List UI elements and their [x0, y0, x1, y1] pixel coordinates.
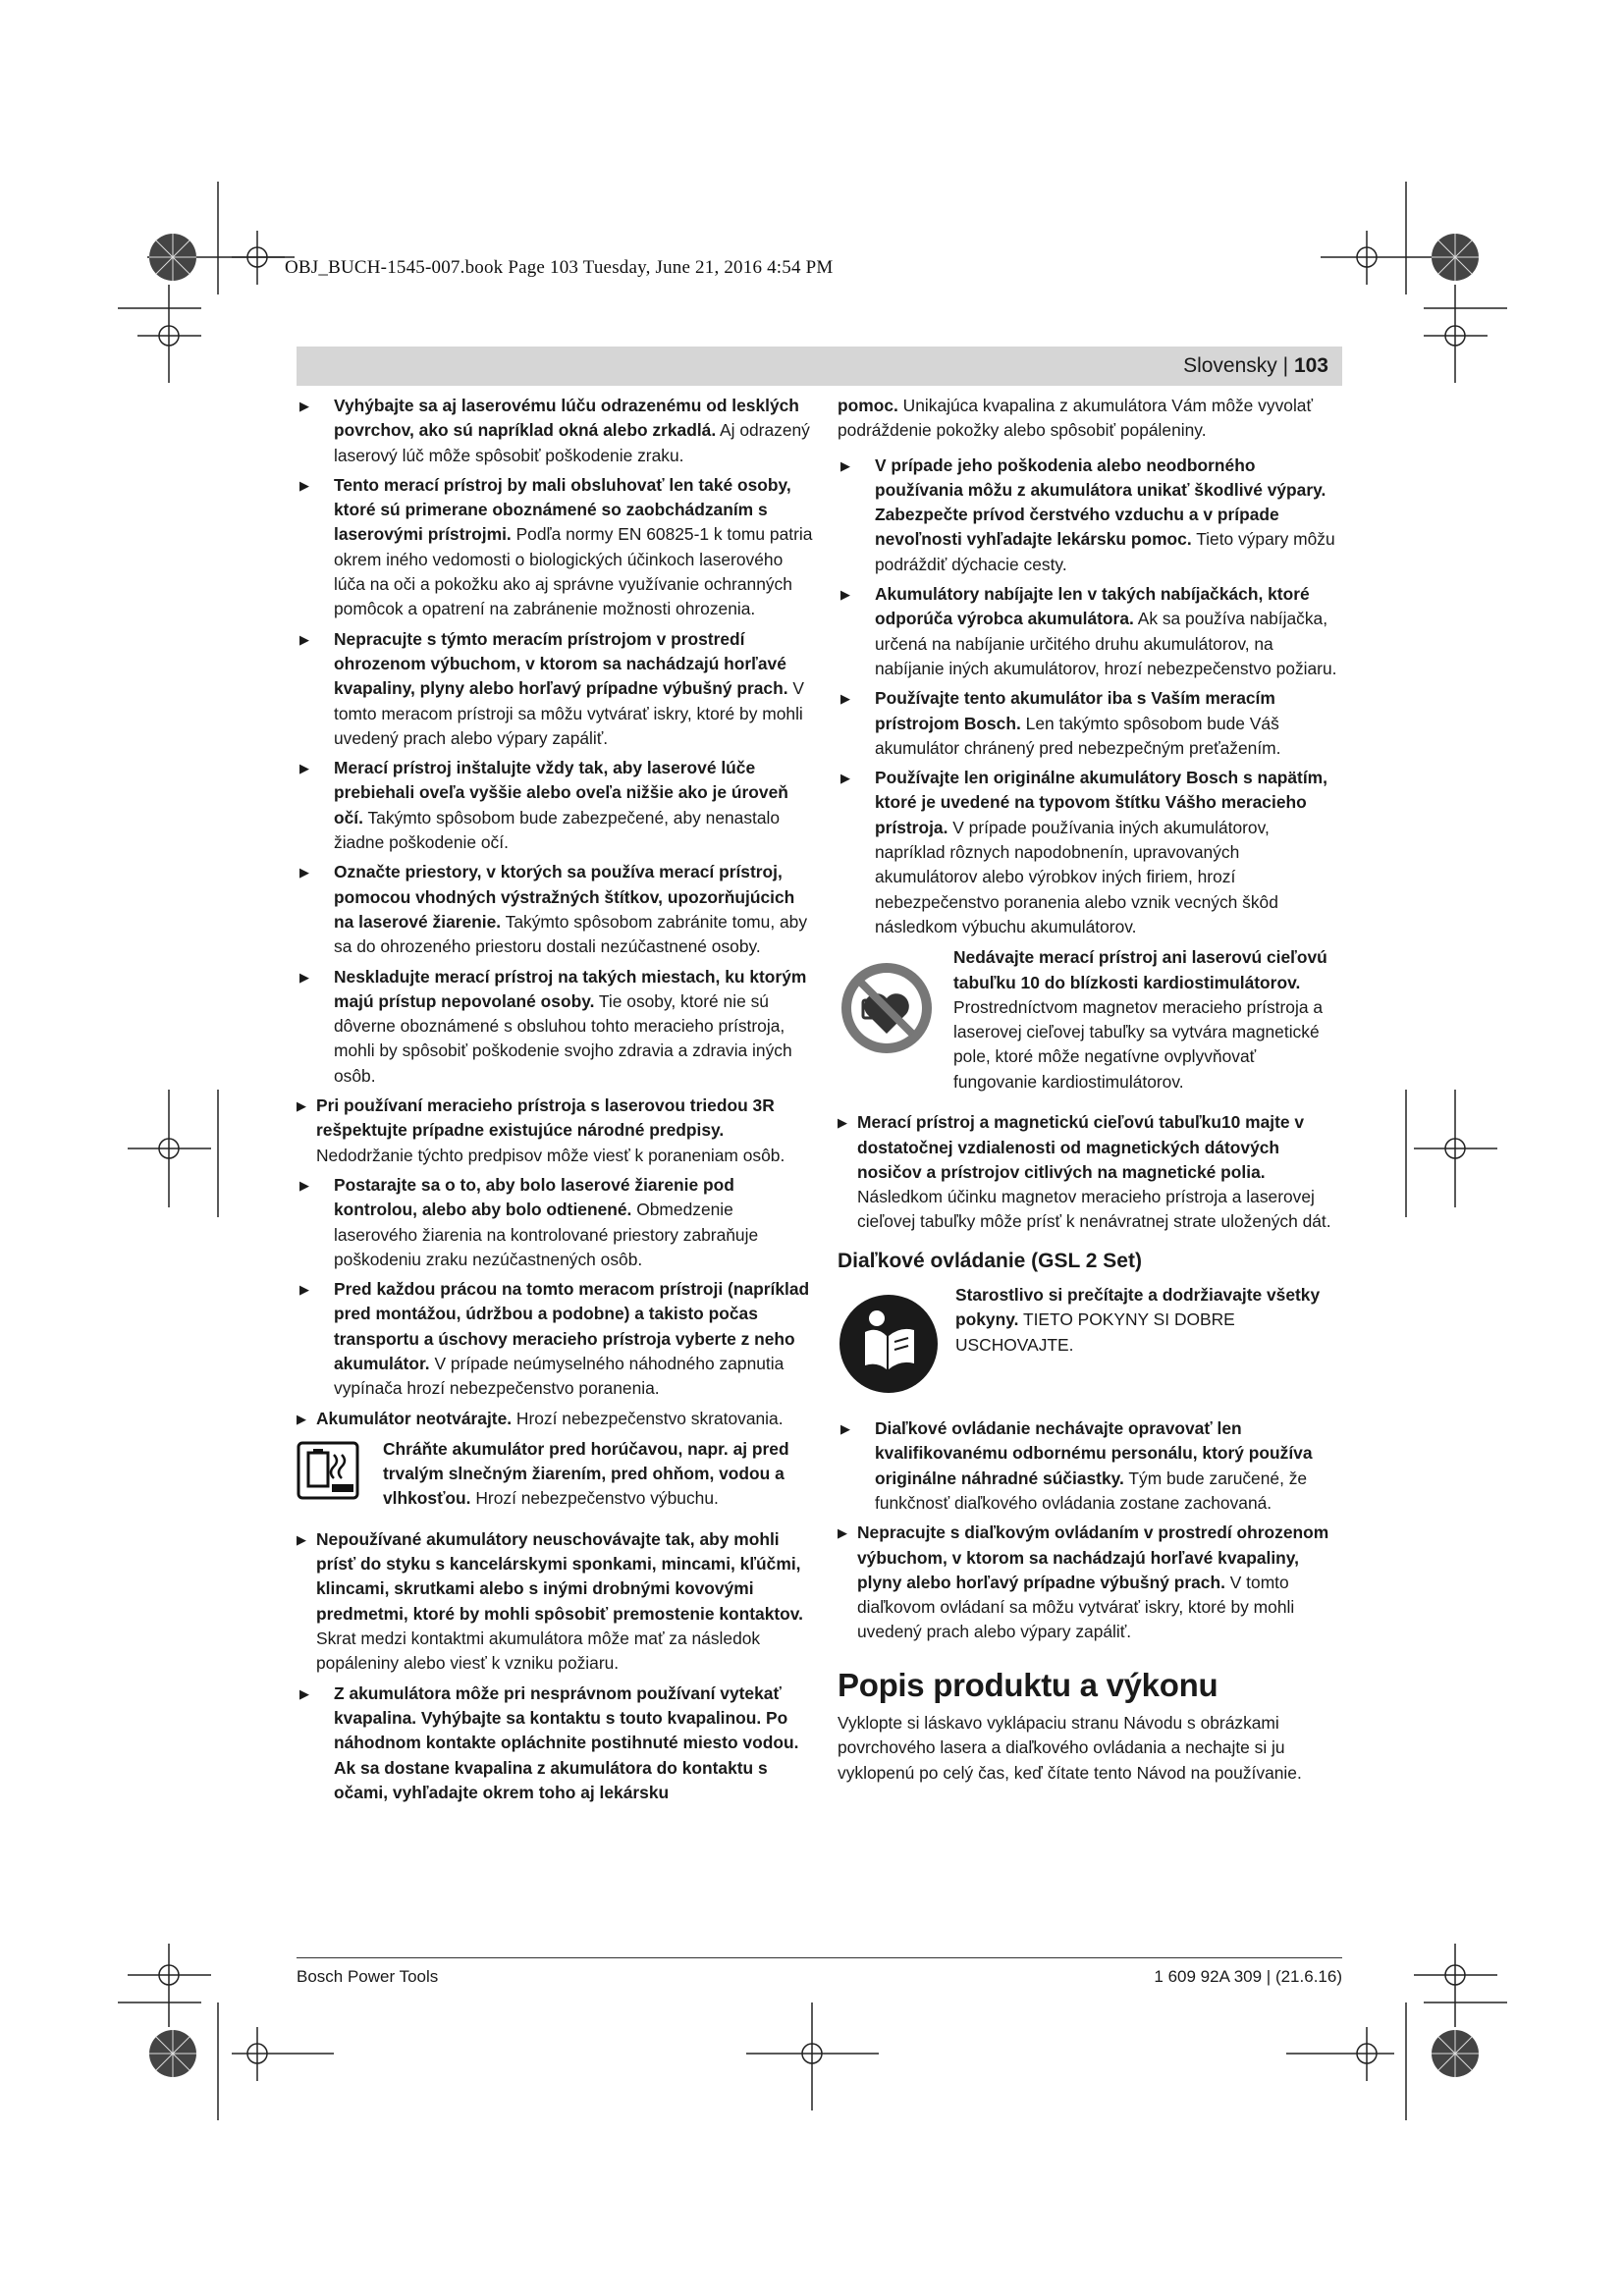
item-bold-text: V prípade jeho poškodenia alebo neodborného používania môžu z akumulátora unikať škodlivé výpary. Zabezpečte prívod čerstvého vzduchu a v prípade nevoľnosti vyhľadajte lekársku pomoc. [875, 454, 1326, 550]
remote-control-list [838, 1416, 1342, 1645]
continuation-text: Unikajúca kvapalina z akumulátora Vám môže vyvolať podráždenie pokožky alebo spôsobiť popáleniny. [838, 396, 1313, 441]
left-column [297, 394, 813, 1810]
bullet-icon: ▶ [297, 1531, 306, 1547]
safety-list-item [838, 1416, 1342, 1516]
footer-doc-number: 1 609 92A 309 | (21.6.16) [1154, 1967, 1342, 1986]
safety-list-item [838, 686, 1342, 761]
safety-list-item [838, 766, 1342, 939]
bullet-icon: ▶ [297, 1098, 306, 1114]
read-warning-text: TIETO POKYNY SI DOBRE USCHOVAJTE. [955, 1309, 1235, 1355]
item-bold-text: Akumulátory nabíjajte len v takých nabíjačkách, ktoré odporúča výrobca akumulátora. [875, 584, 1310, 629]
item-bold-text: Označte priestory, v ktorých sa používa merací prístroj, pomocou vhodných výstražných štítkov, upozorňujúcich na laserové žiarenie. [334, 862, 795, 932]
product-description-text: Vyklopte si láskavo vyklápaciu stranu Návodu s obrázkami povrchového lasera a diaľkového ovládania a nechajte si ju vyklopenú po celý čas, keď čítate tento Návod na používanie. [838, 1712, 1302, 1783]
bullet-icon: ▶ [299, 399, 309, 413]
safety-list-item [838, 454, 1342, 577]
item-text: V tomto meracom prístroji sa môžu vytvárať iskry, ktoré by mohli uvedený prach alebo výpary zapáliť. [334, 678, 804, 748]
bullet-icon: ▶ [838, 1525, 847, 1541]
safety-list-item [838, 582, 1342, 681]
item-text: Skrat medzi kontaktmi akumulátora môže mať za následok popáleniny alebo viesť k vzniku požiaru. [316, 1629, 761, 1674]
bullet-icon: ▶ [299, 477, 309, 493]
safety-list-item [297, 860, 813, 959]
magnet-warning-item [838, 1110, 1342, 1234]
read-warning-bold: Starostlivo si prečítajte a dodržiavajte všetky pokyny. [955, 1285, 1321, 1330]
item-bold-text: Používajte len originálne akumulátory Bosch s napätím, ktoré je uvedené na typovom štítku Vášho meracieho prístroja. [875, 768, 1327, 837]
heat-warning-text: Hrozí nebezpečenstvo výbuchu. [470, 1488, 719, 1509]
safety-list-item [297, 1407, 813, 1431]
safety-list-item [297, 627, 813, 751]
item-text: Tieto výpary môžu podráždiť dýchacie cesty. [875, 529, 1335, 574]
remote-control-heading: Diaľkové ovládanie (GSL 2 Set) [838, 1249, 1142, 1272]
bullet-icon: ▶ [299, 1282, 309, 1298]
bullet-icon: ▶ [838, 1115, 847, 1131]
continuation-bold: pomoc. [838, 396, 898, 415]
bullet-icon: ▶ [840, 771, 850, 786]
item-text: Tie osoby, ktoré nie sú dôverne oboznámené s obsluhou tohto meracieho prístroja, mohli by spôsobiť poškodenie svojho zdravia a zdravia iných osôb. [334, 990, 792, 1086]
bullet-icon: ▶ [840, 457, 850, 473]
item-bold-text: Vyhýbajte sa aj laserovému lúču odrazenému od lesklých povrchov, ako sú napríklad okná alebo zrkadlá. [334, 396, 799, 441]
footer-rule [297, 1957, 1342, 1958]
item-text: Len takýmto spôsobom bude Váš akumulátor chránený pred nebezpečným preťažením. [875, 713, 1281, 758]
safety-list-item [297, 1094, 813, 1168]
continuation-paragraph [838, 394, 1342, 444]
item-text: Ak sa používa nabíjačka, určená na nabíjanie určitého druhu akumulátorov, na nabíjanie iných akumulátorov, hrozí nebezpečenstvo požiaru. [875, 609, 1337, 678]
item-bold-text: Pri používaní meracieho prístroja s laserovou triedou 3R rešpektujte prípadne existujúce národné predpisy. [316, 1095, 775, 1141]
item-bold-text: Merací prístroj inštalujte vždy tak, aby laserové lúče prebiehali oveľa vyššie alebo oveľa nižšie ako je úroveň očí. [334, 758, 788, 828]
safety-list-item [838, 1521, 1342, 1644]
bullet-icon: ▶ [840, 587, 850, 603]
safety-list-item [297, 1173, 813, 1272]
footer-brand: Bosch Power Tools [297, 1967, 439, 1986]
print-info-line: OBJ_BUCH-1545-007.book Page 103 Tuesday, June 21, 2016 4:54 PM [285, 257, 834, 278]
safety-list-item [297, 1527, 813, 1677]
safety-list-item [297, 1277, 813, 1401]
item-text: V tomto diaľkovom ovládaní sa môžu vytvárať iskry, ktoré by mohli uvedený prach alebo výpary zapáliť. [857, 1572, 1295, 1642]
right-column [838, 394, 1342, 1786]
item-text: Takýmto spôsobom bude zabezpečené, aby nenastalo žiadne poškodenie očí. [334, 807, 781, 853]
safety-list-item [297, 473, 813, 622]
item-bold-text: Z akumulátora môže pri nesprávnom používaní vytekať kvapalina. Vyhýbajte sa kontaktu s touto kvapalinou. Po náhodnom kontakte opláchnite postihnuté miesto vodou. Ak sa dostane kvapalina z akumulátora do kontaktu s očami, vyhľadajte okrem toho aj lekársku [334, 1682, 799, 1802]
item-bold-text: Neskladujte merací prístroj na takých miestach, ku ktorým majú prístup nepovolané osoby. [334, 966, 807, 1011]
page-number: 103 [1293, 354, 1328, 377]
pacemaker-warning-text: Prostredníctvom magnetov meracieho prístroja a laserovej cieľovej tabuľky sa vytvára magnetické pole, ktoré môže negatívne ovplyvňovať fungovanie kardiostimulátorov. [953, 996, 1323, 1092]
item-text: Nedodržanie týchto predpisov môže viesť k poraneniam osôb. [316, 1145, 785, 1165]
item-bold-text: Akumulátor neotvárajte. [316, 1408, 513, 1428]
item-bold-text: Pred každou prácou na tomto meracom prístroji (napríklad pred montážou, údržbou a podobne) a takisto počas transportu a úschovy meracieho prístroja vyberte z neho akumulátor. [334, 1279, 810, 1373]
read-instructions-warning [838, 1283, 1342, 1401]
item-bold-text: Nepoužívané akumulátory neuschovávajte tak, aby mohli prísť do styku s kancelárskymi sponkami, mincami, kľúčmi, klincami, skrutkami alebo s inými drobnými kovovými predmetmi, ktoré by mohli spôsobiť premostenie kontaktov. [316, 1528, 804, 1624]
left-safety-list [297, 394, 813, 1431]
bullet-icon: ▶ [299, 1685, 309, 1701]
item-text: Hrozí nebezpečenstvo skratovania. [512, 1408, 784, 1428]
bullet-icon: ▶ [840, 691, 850, 707]
magnet-warning-bold: Merací prístroj a magnetickú cieľovú tabuľku10 majte v dostatočnej vzdialenosti od magnetických dátových nosičov a prístrojov citlivých na magnetické polia. [857, 1112, 1305, 1182]
bullet-icon: ▶ [297, 1411, 306, 1426]
battery-heat-warning-icon [297, 1441, 359, 1500]
safety-list-item [297, 394, 813, 468]
item-text: Aj odrazený laserový lúč môže spôsobiť poškodenie zraku. [334, 420, 810, 465]
item-bold-text: Používajte tento akumulátor iba s Vaším meracím prístrojom Bosch. [875, 688, 1275, 733]
item-bold-text: Nepracujte s týmto meracím prístrojom v prostredí ohrozenom výbuchom, v ktorom sa nachádzajú horľavé kvapaliny, plyny alebo horľavý prípadne výbušný prach. [334, 628, 788, 699]
bullet-icon: ▶ [299, 1177, 309, 1193]
item-text: Tým bude zaručené, že funkčnosť diaľkového ovládania zostane zachovaná. [875, 1468, 1308, 1513]
item-text: Podľa normy EN 60825-1 k tomu patria okrem iného vedomosti o biologických účinkoch laserového lúča na oči a pokožku ako aj správne využívanie ochranných pomôcok a opatrení na zabránenie možnosti ohrozenia. [334, 524, 813, 619]
pacemaker-warning-bold: Nedávajte merací prístroj ani laserovú cieľovú tabuľku 10 do blízkosti kardiostimulátorov. [953, 947, 1327, 992]
left-battery-list [297, 1527, 813, 1805]
bullet-icon: ▶ [299, 969, 309, 985]
bullet-icon: ▶ [299, 865, 309, 881]
page-header-text [1183, 354, 1328, 378]
heat-warning [297, 1437, 813, 1520]
bullet-icon: ▶ [840, 1421, 850, 1437]
item-bold-text: Tento merací prístroj by mali obsluhovať len také osoby, ktoré sú primerane oboznámené so zaobchádzaním s laserovými prístrojmi. [334, 474, 791, 545]
bullet-icon: ▶ [299, 631, 309, 647]
page-header-bar [297, 347, 1342, 386]
safety-list-item [297, 965, 813, 1089]
product-description-heading: Popis produktu a výkonu [838, 1666, 1218, 1703]
item-bold-text: Nepracujte s diaľkovým ovládaním v prostredí ohrozenom výbuchom, v ktorom sa nachádzajú horľavé kvapaliny, plyny alebo horľavý prípadne výbušný prach. [857, 1522, 1329, 1592]
header-language: Slovensky [1183, 354, 1277, 377]
item-text: V prípade neúmyselného náhodného zapnutia vypínača hrozí nebezpečenstvo poranenia. [334, 1353, 785, 1399]
header-separator: | [1282, 354, 1289, 377]
right-battery-list [838, 454, 1342, 940]
read-manual-icon [838, 1293, 940, 1395]
bullet-icon: ▶ [299, 761, 309, 776]
no-pacemaker-icon [838, 959, 936, 1057]
safety-list-item [297, 1682, 813, 1805]
heat-warning-bold: Chráňte akumulátor pred horúčavou, napr. aj pred trvalým slnečným žiarením, pred ohňom, vodou a vlhkosťou. [383, 1438, 789, 1509]
safety-list-item [297, 756, 813, 855]
item-text: Obmedzenie laserového žiarenia na kontrolované priestory zabraňuje poškodeniu zraku nezúčastnených osôb. [334, 1200, 759, 1269]
item-text: V prípade používania iných akumulátorov, napríklad rôznych napodobnenín, upravovaných akumulátorov alebo výrobkov iných firiem, hrozí nebezpečenstvo poranenia alebo vznik vecných škôd následkom výbuchu akumulátorov. [875, 817, 1278, 936]
item-bold-text: Diaľkové ovládanie nechávajte opravovať len kvalifikovanému odbornému personálu, ktorý používa originálne náhradné súčiastky. [875, 1418, 1313, 1488]
magnet-warning-text: Následkom účinku magnetov meracieho prístroja a laserovej cieľovej tabuľky môže prísť k nenávratnej strate uložených dát. [857, 1187, 1331, 1232]
item-bold-text: Postarajte sa o to, aby bolo laserové žiarenie pod kontrolou, alebo aby bolo odtienené. [334, 1174, 734, 1220]
item-text: Takýmto spôsobom zabránite tomu, aby sa do ohrozeného priestoru dostali nezúčastnené osoby. [334, 911, 808, 957]
pacemaker-warning [838, 945, 1342, 1102]
